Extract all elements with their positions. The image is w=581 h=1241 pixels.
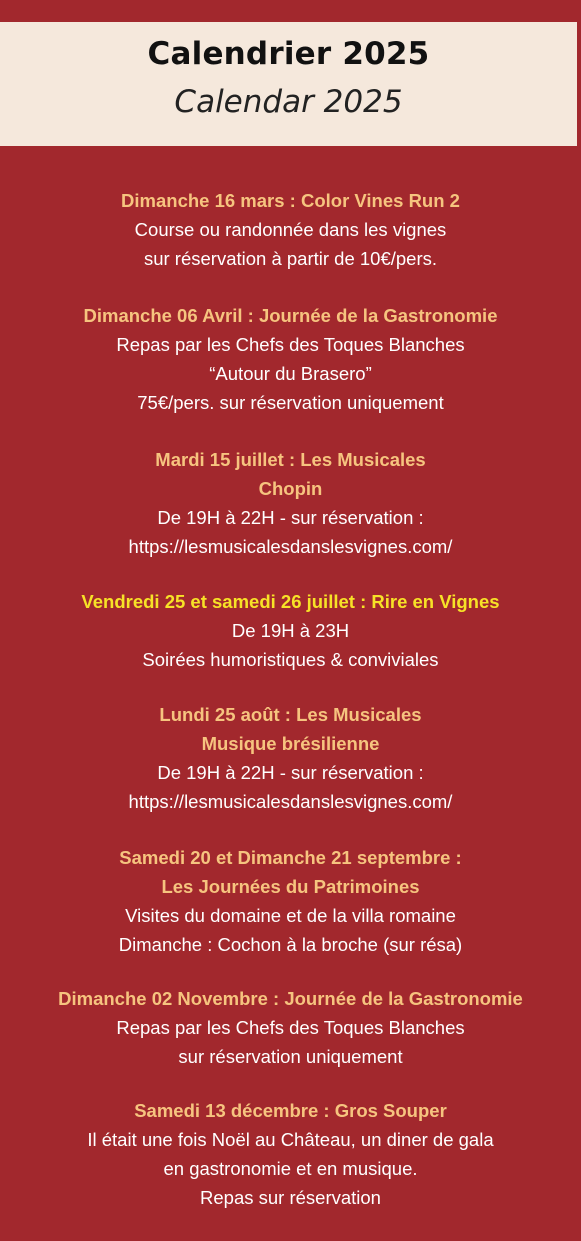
page-subtitle: Calendar 2025 [174, 84, 403, 120]
event-title: Vendredi 25 et samedi 26 juillet : Rire en Vignes [81, 591, 500, 612]
event-title: Samedi 20 et Dimanche 21 septembre : [119, 847, 462, 868]
event-item [0, 1096, 581, 1212]
event-detail: Visites du domaine et de la villa romaine [125, 905, 456, 926]
event-link[interactable]: https://lesmusicalesdanslesvignes.com/ [128, 536, 453, 557]
event-detail: sur réservation uniquement [178, 1046, 403, 1067]
event-detail: Repas sur réservation [200, 1187, 381, 1208]
event-detail: Course ou randonnée dans les vignes [134, 219, 447, 240]
event-detail: en gastronomie et en musique. [163, 1158, 418, 1179]
event-title: Chopin [258, 478, 323, 499]
event-link[interactable]: https://lesmusicalesdanslesvignes.com/ [128, 791, 453, 812]
event-item [0, 301, 581, 417]
event-title: Les Journées du Patrimoines [161, 876, 420, 897]
event-detail: 75€/pers. sur réservation uniquement [137, 392, 444, 413]
event-title: Lundi 25 août : Les Musicales [159, 704, 422, 725]
event-title: Mardi 15 juillet : Les Musicales [155, 449, 426, 470]
event-detail: Repas par les Chefs des Toques Blanches [116, 334, 465, 355]
event-item [0, 984, 581, 1071]
event-title: Dimanche 16 mars : Color Vines Run 2 [121, 190, 460, 211]
page-title: Calendrier 2025 [147, 36, 430, 72]
event-item [0, 445, 581, 561]
event-title: Samedi 13 décembre : Gros Souper [134, 1100, 447, 1121]
event-item [0, 186, 581, 273]
event-detail: Il était une fois Noël au Château, un diner de gala [87, 1129, 494, 1150]
event-item [0, 700, 581, 816]
top-strip [0, 0, 581, 22]
event-detail: Repas par les Chefs des Toques Blanches [116, 1017, 465, 1038]
event-detail: De 19H à 22H - sur réservation : [157, 507, 424, 528]
event-item [0, 843, 581, 959]
calendar-header [0, 22, 577, 146]
event-title: Musique brésilienne [201, 733, 380, 754]
event-detail: “Autour du Brasero” [209, 363, 372, 384]
event-detail: De 19H à 22H - sur réservation : [157, 762, 424, 783]
event-item [0, 587, 581, 674]
event-title: Dimanche 02 Novembre : Journée de la Gastronomie [58, 988, 523, 1009]
event-detail: Dimanche : Cochon à la broche (sur résa) [118, 934, 463, 955]
right-edge [577, 22, 581, 146]
event-detail: De 19H à 23H [231, 620, 350, 641]
event-detail: sur réservation à partir de 10€/pers. [143, 248, 438, 269]
event-detail: Soirées humoristiques & conviviales [142, 649, 439, 670]
event-title: Dimanche 06 Avril : Journée de la Gastronomie [83, 305, 498, 326]
